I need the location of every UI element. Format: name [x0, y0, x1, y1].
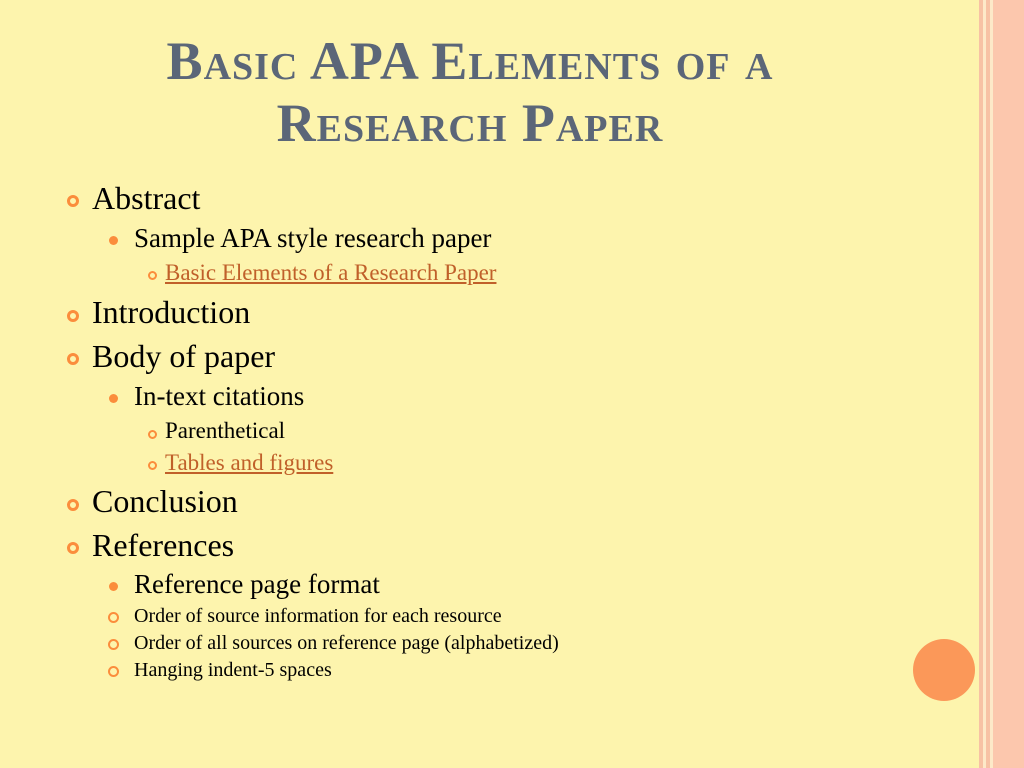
list-item-alphabetized: Order of all sources on reference page (alphabetized) — [134, 632, 559, 654]
dot-bullet-icon — [109, 394, 118, 403]
ring-bullet-icon — [148, 430, 157, 439]
list-item-sample-paper: Sample APA style research paper — [134, 223, 492, 253]
ring-bullet-icon — [67, 195, 79, 207]
dot-bullet-icon — [109, 236, 118, 245]
list-item-body: Body of paper — [92, 338, 276, 374]
ring-bullet-icon — [108, 612, 119, 623]
ring-bullet-icon — [108, 639, 119, 650]
list-item-introduction: Introduction — [92, 294, 251, 330]
list-item-abstract: Abstract — [92, 180, 201, 216]
dot-bullet-icon — [109, 582, 118, 591]
edge-band — [993, 0, 1024, 768]
ring-bullet-icon — [67, 353, 79, 365]
list-item-source-order: Order of source information for each resource — [134, 605, 502, 627]
ring-bullet-icon — [67, 310, 79, 322]
slide-title-line-2: Research Paper — [276, 93, 664, 153]
link-tables-figures[interactable]: Tables and figures — [165, 450, 334, 475]
ring-bullet-icon — [148, 271, 157, 280]
list-item-in-text-citations: In-text citations — [134, 381, 305, 411]
list-item-conclusion: Conclusion — [92, 483, 238, 519]
list-item-hanging-indent: Hanging indent-5 spaces — [134, 659, 332, 681]
ring-bullet-icon — [67, 542, 79, 554]
list-item-references: References — [92, 527, 235, 563]
list-item-reference-format: Reference page format — [134, 569, 380, 599]
accent-circle — [913, 639, 975, 701]
link-basic-elements[interactable]: Basic Elements of a Research Paper — [165, 260, 497, 285]
slide-title-line-1: Basic APA Elements of a — [166, 31, 774, 91]
ring-bullet-icon — [67, 499, 79, 511]
list-item-parenthetical: Parenthetical — [165, 418, 286, 443]
slide-title — [60, 30, 880, 154]
ring-bullet-icon — [148, 461, 157, 470]
ring-bullet-icon — [108, 666, 119, 677]
